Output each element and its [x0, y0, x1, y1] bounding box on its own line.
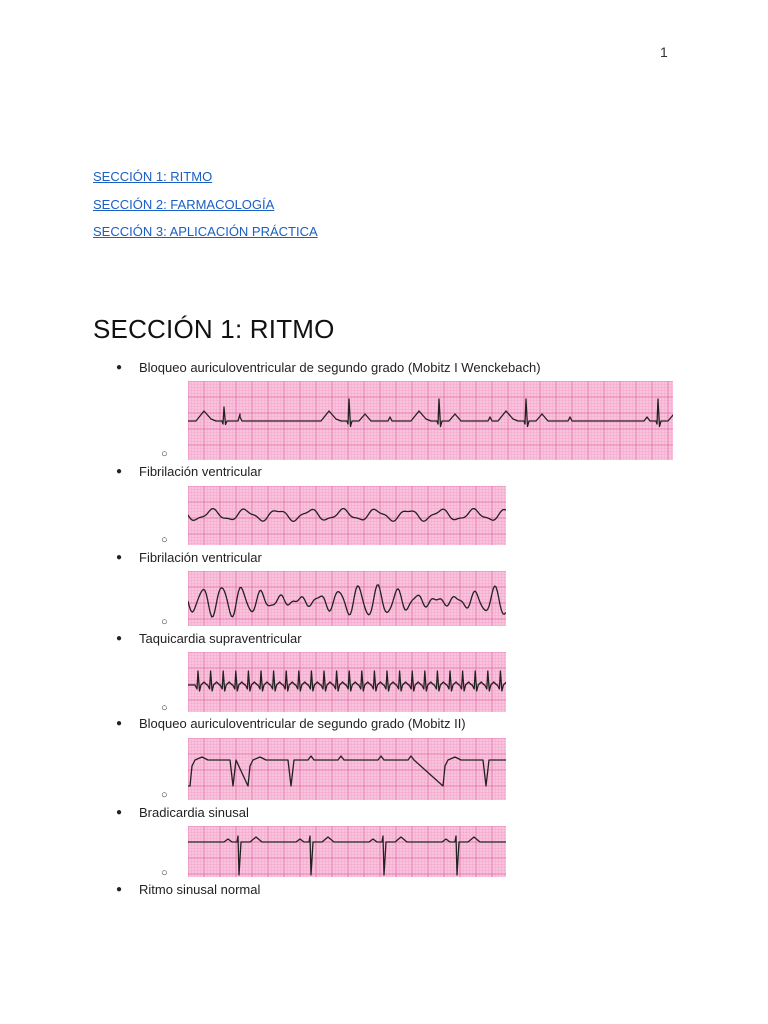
list-item-label: Ritmo sinusal normal	[139, 882, 261, 897]
sub-bullet-icon: ○	[161, 702, 168, 714]
sub-bullet-icon: ○	[161, 448, 168, 460]
section-heading: SECCIÓN 1: RITMO	[93, 314, 335, 344]
sub-bullet-icon: ○	[161, 867, 168, 879]
list-item	[116, 716, 466, 732]
sub-bullet-icon: ○	[161, 534, 168, 546]
ecg-strip-sinus-bradycardia	[188, 826, 506, 877]
list-item-label: Fibrilación ventricular	[139, 550, 262, 565]
list-item-label: Bradicardia sinusal	[139, 805, 249, 820]
bullet-icon: ●	[116, 633, 123, 644]
bullet-icon: ●	[116, 362, 123, 373]
table-of-contents	[93, 168, 318, 251]
list-item-label: Bloqueo auriculoventricular de segundo grado (Mobitz I Wenckebach)	[139, 360, 541, 375]
list-item	[116, 882, 260, 898]
list-item	[116, 464, 262, 480]
list-item	[116, 550, 262, 566]
ecg-strip-ventricular-fibrillation-fine	[188, 486, 506, 545]
ecg-strip-mobitz-ii	[188, 738, 506, 800]
bullet-icon: ●	[116, 466, 123, 477]
toc-link-seccion-3[interactable]: SECCIÓN 3: APLICACIÓN PRÁCTICA	[93, 224, 318, 239]
ecg-strip-supraventricular-tachycardia	[188, 652, 506, 712]
bullet-icon: ●	[116, 884, 123, 895]
sub-bullet-icon: ○	[161, 789, 168, 801]
list-item-label: Taquicardia supraventricular	[139, 631, 302, 646]
list-item	[116, 631, 302, 647]
ecg-strip-ventricular-fibrillation-coarse	[188, 571, 506, 626]
list-item-label: Bloqueo auriculoventricular de segundo grado (Mobitz II)	[139, 716, 466, 731]
bullet-icon: ●	[116, 718, 123, 729]
toc-link-seccion-2[interactable]: SECCIÓN 2: FARMACOLOGÍA	[93, 196, 275, 212]
list-item	[116, 805, 249, 821]
list-item	[116, 360, 541, 376]
toc-link-seccion-1[interactable]: SECCIÓN 1: RITMO	[93, 169, 213, 184]
bullet-icon: ●	[116, 807, 123, 818]
list-item-label: Fibrilación ventricular	[139, 464, 262, 479]
bullet-icon: ●	[116, 552, 123, 563]
sub-bullet-icon: ○	[161, 616, 168, 628]
ecg-strip-mobitz-i	[188, 381, 673, 460]
page-number: 1	[660, 44, 668, 60]
